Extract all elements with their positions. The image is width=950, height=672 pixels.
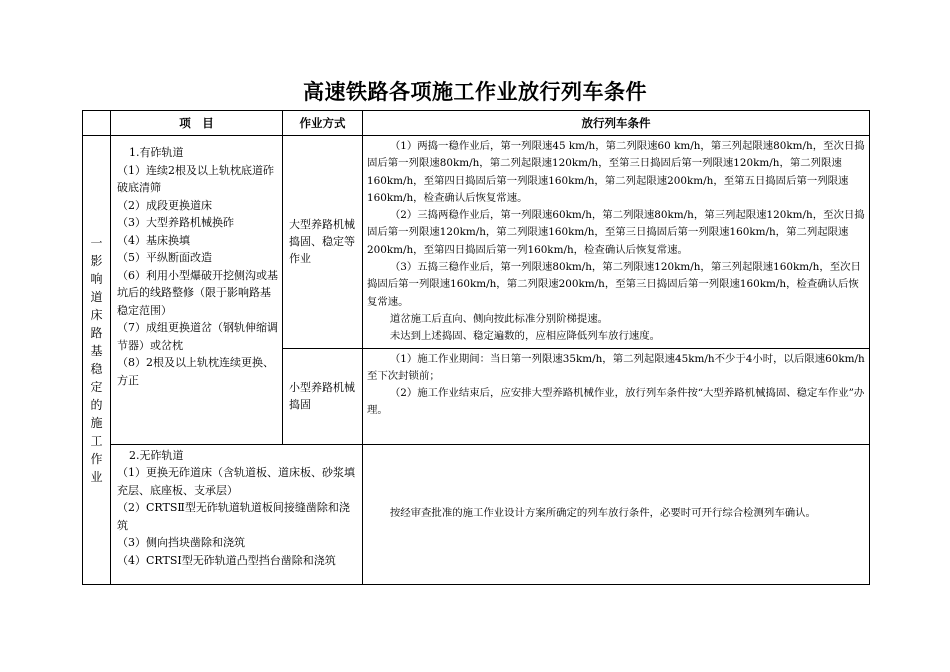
condition-paragraph: （2）施工作业结束后，应安排大型养路机械作业，放行列车条件按“大型养路机械捣固、稳定车作业”办理。 <box>367 387 865 417</box>
list-item: （5）平纵断面改造 <box>117 251 212 264</box>
category-label: 一影响道床路基稳定的施工作业 <box>90 235 103 484</box>
header-item: 项 目 <box>111 111 283 136</box>
condition-paragraph: 道岔施工后直向、侧向按此标准分别阶梯提速。 <box>389 312 609 325</box>
header-method: 作业方式 <box>283 111 363 136</box>
document-title: 高速铁路各项施工作业放行列车条件 <box>303 80 647 104</box>
table-row <box>83 444 870 584</box>
list-item: （1）更换无砟道床（含轨道板、道床板、砂浆填充层、底座板、支承层） <box>117 466 355 497</box>
method-small-cell: 小型养路机械捣固 <box>283 348 363 444</box>
condition-paragraph: （2）三捣两稳作业后，第一列限速60km/h，第二列限速80km/h，第三列起限速120km/h，至次日捣固后第一列限速120km/h，第二列限速160km/h，至第三日捣固后第一列限速160km/h，第二列起限速200km/h，至第四日捣固后第一列160km/h，检查确认后恢复常速。 <box>367 209 865 256</box>
table-row <box>83 136 870 349</box>
header-conditions: 放行列车条件 <box>363 111 870 136</box>
conditions-ballastless-cell <box>363 444 870 584</box>
ballastless-items-cell <box>111 444 363 584</box>
list-item: （4）CRTSⅠ型无砟轨道凸型挡台凿除和浇筑 <box>117 553 336 567</box>
ballast-items-cell <box>111 136 283 445</box>
category-cell <box>83 136 111 585</box>
list-item: （3）大型养路机械换砟 <box>117 216 234 229</box>
condition-paragraph: 按经审查批准的施工作业设计方案所确定的列车放行条件，必要时可开行综合检测列车确认。 <box>389 507 816 520</box>
condition-paragraph: 未达到上述捣固、稳定遍数的，应相应降低列车放行速度。 <box>389 330 661 343</box>
list-item: 2.无砟轨道 <box>129 448 184 462</box>
list-item: （2）CRTSⅡ型无砟轨道轨道板间接缝凿除和浇筑 <box>117 501 350 532</box>
list-item: （7）成组更换道岔（钢轨伸缩调节器）或岔枕 <box>117 321 278 352</box>
list-item: （4）基床换填 <box>117 233 190 247</box>
header-blank <box>83 111 111 136</box>
list-item: （3）侧向挡块凿除和浇筑 <box>117 536 245 550</box>
condition-paragraph: （3）五捣三稳作业后，第一列限速80km/h，第二列限速120km/h，第三列起限速160km/h，至次日捣固后第一列限速160km/h，第二列限速200km/h，至第三日捣固后第一列限速160km/h，检查确认后恢复常速。 <box>367 261 861 308</box>
list-item: （1）连续2根及以上轨枕底道砟破底清筛 <box>117 163 274 194</box>
condition-paragraph: （1）施工作业期间：当日第一列限速35km/h，第二列起限速45km/h不少于4小时，以后限速60km/h至下次封锁前； <box>367 352 865 382</box>
conditions-small-cell <box>363 348 870 444</box>
list-item: （6）利用小型爆破开挖侧沟或基坑后的线路整修（限于影响路基稳定范围） <box>117 268 278 317</box>
list-item: 1.有砟轨道 <box>129 146 184 159</box>
conditions-table <box>82 110 870 585</box>
method-large-cell: 大型养路机械捣固、稳定等作业 <box>283 136 363 349</box>
table-header-row <box>83 111 870 136</box>
conditions-large-cell <box>363 136 870 349</box>
condition-paragraph: （1）两捣一稳作业后，第一列限速45 km/h，第二列限速60 km/h，第三列起限速80km/h，至次日捣固后第一列限速80km/h，第二列起限速120km/h，至第三日捣固后第一列限速120km/h，第二列限速160km/h，至第四日捣固后第一列限速160km/h，第二列起限速200km/h，至第五日捣固后第一列限速160km/h，检查确认后恢复常速。 <box>367 140 865 204</box>
list-item: （2）成段更换道床 <box>117 198 212 212</box>
list-item: （8）2根及以上轨枕连续更换、方正 <box>117 356 274 387</box>
